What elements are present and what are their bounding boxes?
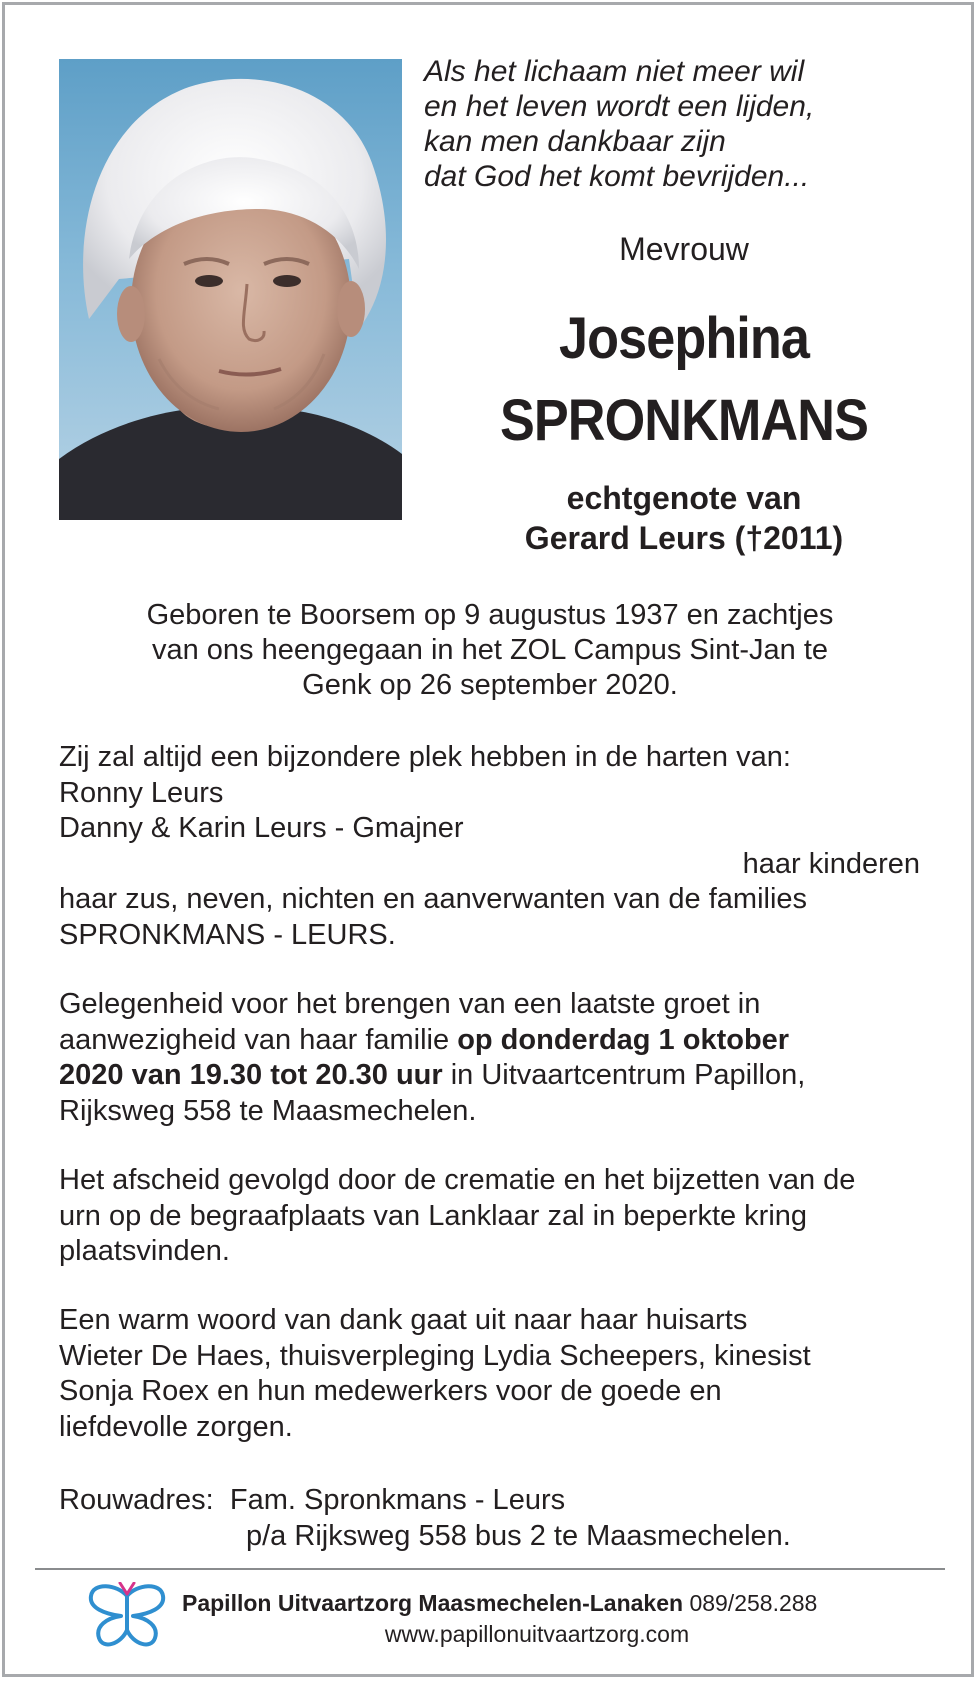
address-label: Rouwadres: xyxy=(59,1484,214,1516)
visitation-date: op donderdag 1 oktober xyxy=(457,1023,790,1056)
visitation-line: Rijksweg 558 te Maasmechelen. xyxy=(59,1094,477,1127)
family-intro: Zij zal altijd een bijzondere plek hebben in de harten van: xyxy=(59,741,791,773)
spouse-line-2: Gerard Leurs (†2011) xyxy=(524,520,844,556)
birth-line: Genk op 26 september 2020. xyxy=(302,669,678,701)
address-line-1: Fam. Spronkmans - Leurs xyxy=(229,1484,566,1516)
thanks-line: Een warm woord van dank gaat uit naar haar huisarts xyxy=(59,1304,748,1336)
address-line-2: p/a Rijksweg 558 bus 2 te Maasmechelen. xyxy=(246,1519,791,1552)
birth-line: van ons heengegaan in het ZOL Campus Sint-Jan te xyxy=(151,634,829,666)
first-name: Josephina xyxy=(558,306,810,371)
child-name: Danny & Karin Leurs - Gmajner xyxy=(59,812,464,844)
thanks-section xyxy=(59,1303,929,1445)
company-name: Papillon Uitvaartzorg Maasmechelen-Lanaken xyxy=(182,1590,684,1616)
child-name: Ronny Leurs xyxy=(59,776,224,809)
poem-line: en het leven wordt een lijden, xyxy=(424,90,815,123)
poem-line: kan men dankbaar zijn xyxy=(424,125,726,158)
farewell-line: Het afscheid gevolgd door de crematie en het bijzetten van de xyxy=(59,1164,856,1196)
birth-death-info xyxy=(59,598,921,703)
salutation: Mevrouw xyxy=(619,231,749,267)
portrait-photo xyxy=(59,59,402,520)
mourning-address xyxy=(59,1483,929,1554)
visitation-line: Gelegenheid voor het brengen van een laatste groet in xyxy=(59,988,761,1020)
thanks-line: liefdevolle zorgen. xyxy=(59,1410,293,1443)
visitation-time: 2020 van 19.30 tot 20.30 uur xyxy=(59,1059,443,1091)
funeral-company xyxy=(182,1588,942,1618)
poem xyxy=(424,54,944,194)
visitation-text: in Uitvaartcentrum Papillon, xyxy=(442,1059,806,1091)
visitation-section xyxy=(59,987,929,1129)
family-section xyxy=(59,740,929,953)
butterfly-logo-icon xyxy=(87,1582,167,1652)
thanks-line: Wieter De Haes, thuisverpleging Lydia Scheepers, kinesist xyxy=(59,1339,811,1372)
relatives-line: haar zus, neven, nichten en aanverwanten van de families xyxy=(59,883,808,915)
farewell-line: urn op de begraafplaats van Lanklaar zal in beperkte kring xyxy=(59,1199,808,1232)
deceased-name xyxy=(450,298,918,462)
birth-line: Geboren te Boorsem op 9 augustus 1937 en zachtjes xyxy=(146,599,834,631)
thanks-line: Sonja Roex en hun medewerkers voor de goede en xyxy=(59,1375,722,1407)
poem-line: dat God het komt bevrijden... xyxy=(424,160,810,193)
company-phone: 089/258.288 xyxy=(689,1590,818,1616)
footer-divider xyxy=(35,1568,945,1570)
farewell-line: plaatsvinden. xyxy=(59,1235,230,1267)
farewell-section xyxy=(59,1163,929,1270)
address-row xyxy=(59,1483,929,1519)
relatives-line: SPRONKMANS - LEURS. xyxy=(59,918,396,951)
company-website[interactable]: www.papillonuitvaartzorg.com xyxy=(384,1621,690,1647)
spouse-info xyxy=(424,478,944,558)
poem-line: Als het lichaam niet meer wil xyxy=(424,55,805,88)
visitation-line xyxy=(59,1023,929,1059)
children-label: haar kinderen xyxy=(742,847,920,880)
visitation-line xyxy=(59,1058,929,1094)
visitation-text: aanwezigheid van haar familie xyxy=(59,1023,458,1056)
spouse-line-1: echtgenote van xyxy=(566,480,802,516)
last-name: SPRONKMANS xyxy=(499,388,869,453)
